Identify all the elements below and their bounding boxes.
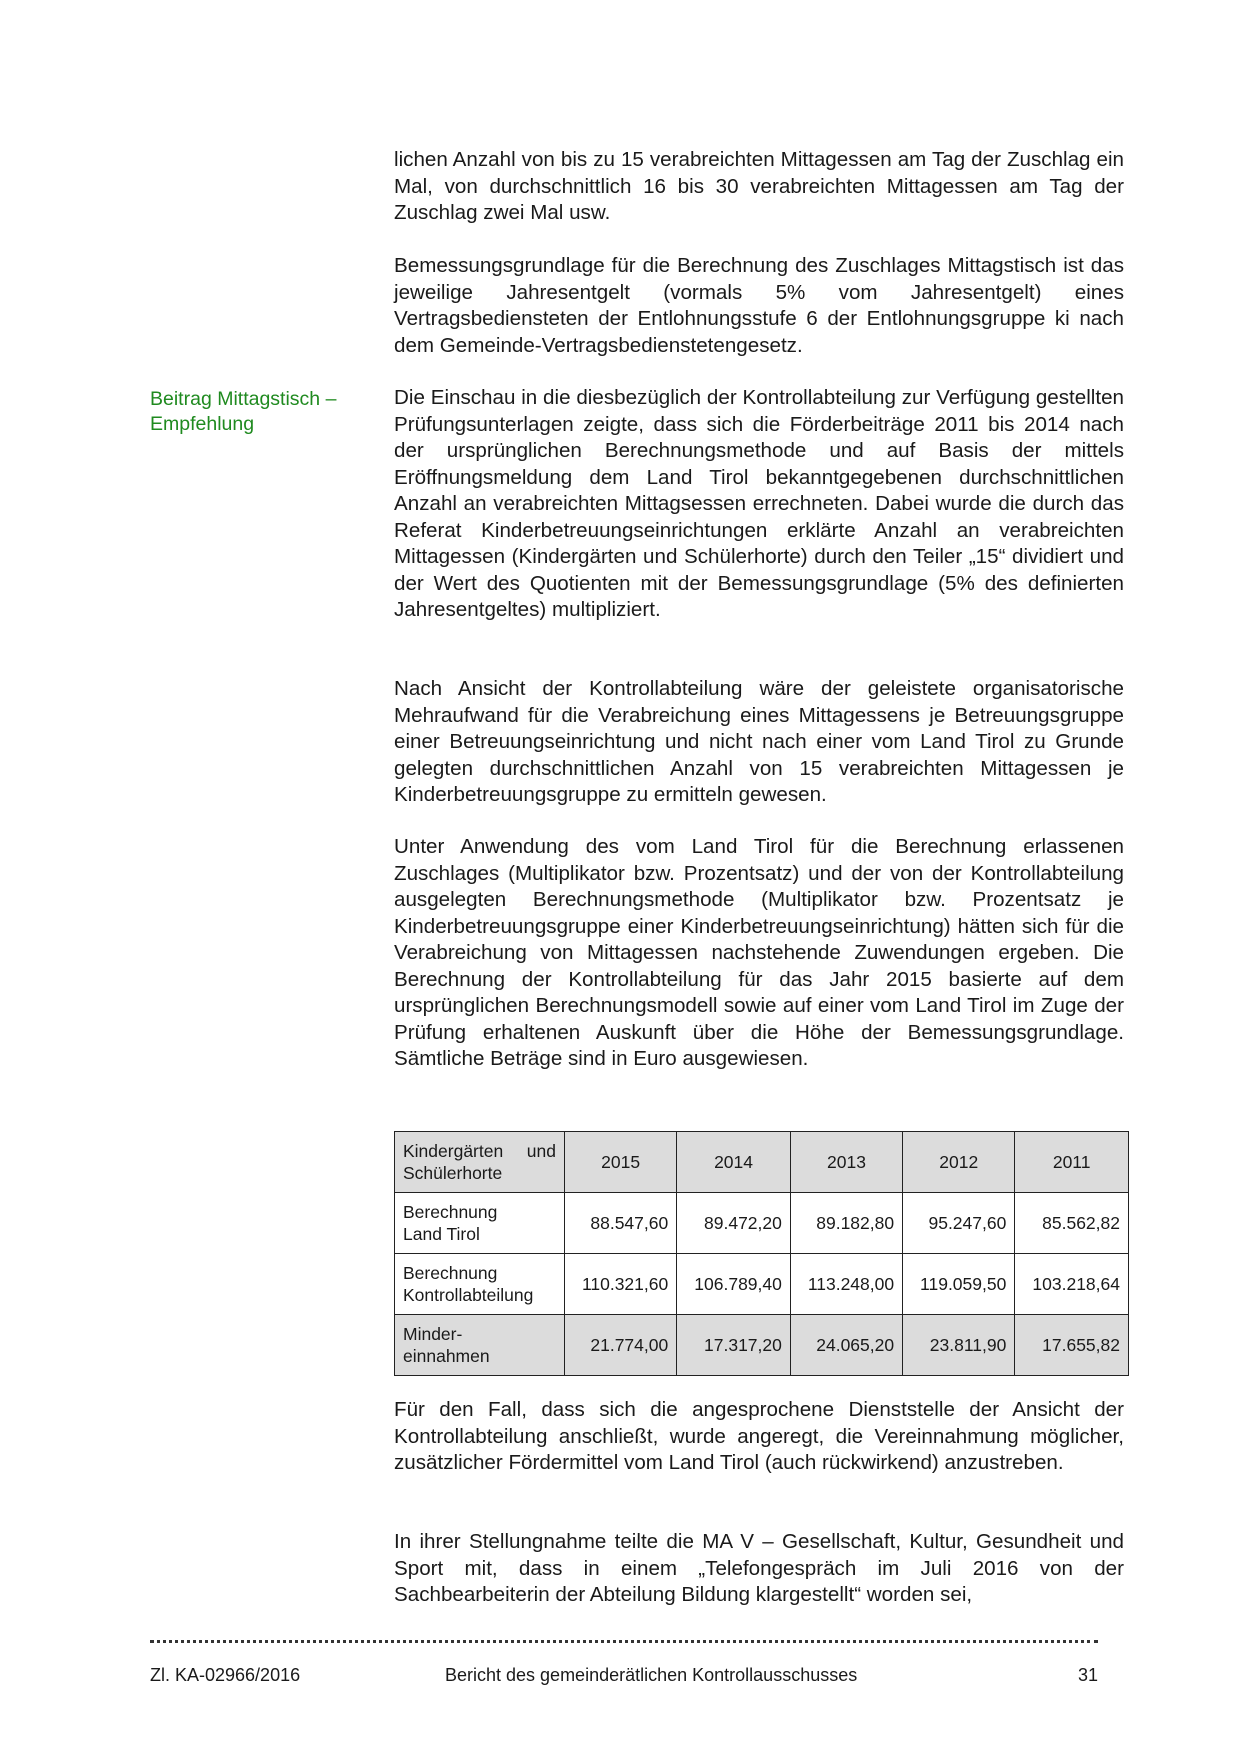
row-label: Berechnung Kontrollabteilung	[395, 1254, 565, 1315]
table-cell: 17.317,20	[677, 1315, 791, 1376]
table-cell: 119.059,50	[903, 1254, 1015, 1315]
table-row	[395, 1315, 1129, 1376]
table-cell: 89.182,80	[790, 1193, 902, 1254]
table-cell: 24.065,20	[790, 1315, 902, 1376]
year-header: 2015	[565, 1132, 677, 1193]
row-label: Berechnung Land Tirol	[395, 1193, 565, 1254]
paragraph-3: Die Einschau in die diesbezüglich der Kontrollabteilung zur Verfügung gestellten Prüfungsunterlagen zeigte, dass sich die Förderbeiträge 2011 bis 2014 nach der ursprünglichen Berechnungsmethode und auf Basis der mittels Eröffnungsmeldung dem Land Tirol bekanntgegebenen durchschnittlichen Anzahl an verabreichten Mittagsessen errechneten. Dabei wurde die durch das Referat Kinderbetreuungseinrichtungen erklärte Anzahl an verabreichten Mittagessen (Kindergärten und Schülerhorte) durch den Teiler „15“ dividiert und der Wert des Quotienten mit der Bemessungsgrundlage (5% des definierten Jahresentgeltes) multipliziert.	[394, 386, 1124, 621]
footer-divider	[150, 1640, 1098, 1643]
year-header: 2014	[677, 1132, 791, 1193]
table-cell: 95.247,60	[903, 1193, 1015, 1254]
paragraph-4: Nach Ansicht der Kontrollabteilung wäre der geleistete organisatorische Mehraufwand für die Verabreichung eines Mittagessens je Betreuungsgruppe einer Betreuungseinrichtung und nicht nach einer vom Land Tirol zu Grunde gelegten durchschnittlichen Anzahl von 15 verabreichten Mittagessen je Kinderbetreuungsgruppe zu ermitteln gewesen.	[394, 677, 1124, 806]
paragraph-5: Unter Anwendung des vom Land Tirol für die Berechnung erlassenen Zuschlages (Multiplikator bzw. Prozentsatz) und der von der Kontrollabteilung ausgelegten Berechnungsmethode (Multiplikator bzw. Prozentsatz je Kinderbetreuungsgruppe einer Kinderbetreuungseinrichtung) hätten sich für die Verabreichung von Mittagessen nachstehende Zuwendungen ergeben. Die Berechnung der Kontrollabteilung für das Jahr 2015 basierte auf dem ursprünglichen Berechnungsmodell sowie auf einer vom Land Tirol im Zuge der Prüfung erhaltenen Auskunft über die Höhe der Bemessungsgrundlage. Sämtliche Beträge sind in Euro ausgewiesen.	[394, 835, 1124, 1070]
table-header-label: Kindergärten und Schülerhorte	[395, 1132, 565, 1193]
page-number: 31	[1077, 1665, 1098, 1685]
margin-note-line-2: Empfehlung	[150, 413, 255, 435]
paragraph-6: Für den Fall, dass sich die angesprochene Dienststelle der Ansicht der Kontrollabteilung anschließt, wurde angeregt, die Vereinnahmung möglicher, zusätzlicher Fördermittel vom Land Tirol (auch rückwirkend) anzustreben.	[394, 1398, 1124, 1474]
row-label: Minder- einnahmen	[395, 1315, 565, 1376]
paragraph-1: lichen Anzahl von bis zu 15 verabreichten Mittagessen am Tag der Zuschlag ein Mal, von durchschnittlich 16 bis 30 verabreichten Mittagessen am Tag der Zuschlag zwei Mal usw.	[394, 148, 1124, 224]
year-header: 2011	[1015, 1132, 1129, 1193]
table-cell: 88.547,60	[565, 1193, 677, 1254]
table-cell: 106.789,40	[677, 1254, 791, 1315]
table-cell: 85.562,82	[1015, 1193, 1129, 1254]
footer-title: Bericht des gemeinderätlichen Kontrollausschusses	[445, 1665, 858, 1685]
table-cell: 17.655,82	[1015, 1315, 1129, 1376]
table-cell: 89.472,20	[677, 1193, 791, 1254]
table-cell: 103.218,64	[1015, 1254, 1129, 1315]
table-row	[395, 1254, 1129, 1315]
table-cell: 23.811,90	[903, 1315, 1015, 1376]
table-cell: 110.321,60	[565, 1254, 677, 1315]
paragraph-7: In ihrer Stellungnahme teilte die MA V – Gesellschaft, Kultur, Gesundheit und Sport mit, dass in einem „Telefongespräch im Juli 2016 von der Sachbearbeiterin der Abteilung Bildung klargestellt“ worden sei,	[394, 1530, 1124, 1606]
funding-table	[394, 1131, 1129, 1376]
paragraph-2: Bemessungsgrundlage für die Berechnung des Zuschlages Mittagstisch ist das jeweilige Jahresentgelt (vormals 5% vom Jahresentgelt) eines Vertragsbediensteten der Entlohnungsstufe 6 der Entlohnungsgruppe ki nach dem Gemeinde-Vertragsbedienstetengesetz.	[394, 254, 1124, 357]
table-row	[395, 1193, 1129, 1254]
year-header: 2012	[903, 1132, 1015, 1193]
table-cell: 113.248,00	[790, 1254, 902, 1315]
table-header-row	[395, 1132, 1129, 1193]
footer-reference: Zl. KA-02966/2016	[150, 1665, 301, 1685]
margin-note-line-1: Beitrag Mittagstisch –	[150, 388, 337, 410]
table-cell: 21.774,00	[565, 1315, 677, 1376]
year-header: 2013	[790, 1132, 902, 1193]
margin-note	[150, 387, 370, 437]
